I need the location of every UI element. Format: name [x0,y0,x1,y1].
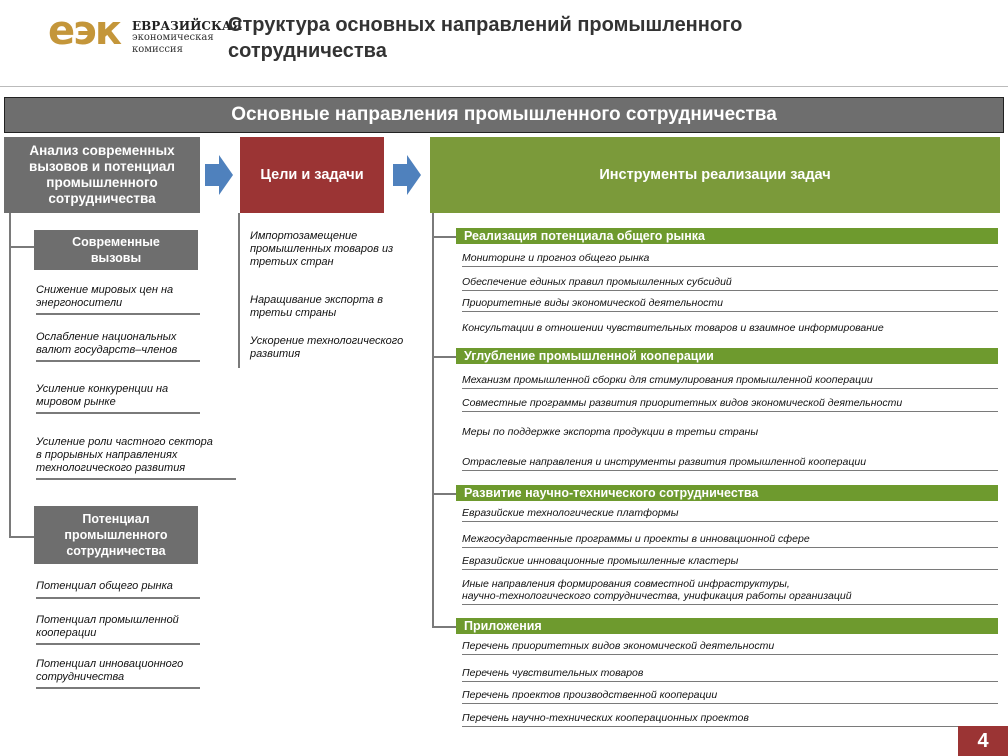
instrument-item: Евразийские технологические платформы [462,507,998,522]
instrument-group-title: Приложения [456,618,998,634]
goal-item [250,335,425,361]
instrument-item: Перечень научно-технических кооперационных проектов [462,712,998,727]
instrument-item: Перечень чувствительных товаров [462,667,998,682]
potential-item-line: сотрудничества [36,671,125,683]
potential-item-line: Потенциал общего рынка [36,580,173,592]
instrument-item: Совместные программы развития приоритетных видов экономической деятельности [462,397,998,412]
challenge-item-line: валют государств–членов [36,344,178,356]
goal-item-line: развития [250,348,301,360]
left-connector [9,213,11,538]
page-title-line-2: сотрудничества [228,40,387,62]
instrument-group-title: Углубление промышленной кооперации [456,348,998,364]
instrument-item: Приоритетные виды экономической деятельности [462,297,998,312]
potential-title [34,506,198,564]
potential-item [36,614,200,645]
goals-connector [238,213,240,368]
instrument-item-line: Иные направления формирования совместной инфраструктуры, [462,578,790,590]
goal-item [250,294,420,320]
potential-title-line-3: сотрудничества [66,544,166,558]
header-divider [0,86,1008,87]
challenge-item-line: Ослабление национальных [36,331,177,343]
instrument-item: Механизм промышленной сборки для стимулирования промышленной кооперации [462,374,998,389]
goal-item-line: третьих стран [250,256,334,268]
left-connector-branch [9,536,35,538]
goal-item-line: третьи страны [250,307,337,319]
header-goals: Цели и задачи [240,137,384,213]
header-analysis [4,137,200,213]
challenge-item-line: Снижение мировых цен на [36,284,174,296]
instrument-item: Мониторинг и прогноз общего рынка [462,252,998,267]
instrument-item: Перечень проектов производственной кооперации [462,689,998,704]
header-instruments: Инструменты реализации задач [430,137,1000,213]
instrument-group-title: Развитие научно-технического сотрудничества [456,485,998,501]
instrument-item [462,578,998,605]
challenge-item [36,284,200,315]
page-title-line-1: Структура основных направлений промышленного [228,14,743,36]
instrument-item: Перечень приоритетных видов экономической деятельности [462,640,998,655]
potential-item-line: Потенциал инновационного [36,658,184,670]
instrument-item: Обеспечение единых правил промышленных субсидий [462,276,998,291]
potential-title-line-2: промышленного [64,528,168,542]
page-title [228,12,928,64]
goal-item [250,230,420,269]
challenges-title [34,230,198,270]
goal-item-line: Наращивание экспорта в [250,294,383,306]
instruments-connector-branch [432,356,456,358]
arrow-right-icon [205,155,233,195]
instrument-item-line: научно-технологического сотрудничества, унификация работы организаций [462,590,852,602]
logo-mark: еэк [48,8,120,54]
instrument-item: Меры по поддержке экспорта продукции в третьи страны [462,426,759,438]
challenge-item [36,331,200,362]
instrument-item: Отраслевые направления и инструменты развития промышленной кооперации [462,456,998,471]
arrow-right-icon [393,155,421,195]
challenge-item-line: в прорывных направлениях [36,449,178,461]
page-number: 4 [958,726,1008,756]
challenge-item-line: энергоносители [36,297,123,309]
potential-item [36,580,200,599]
challenge-item-line: мировом рынке [36,396,116,408]
instruments-connector-branch [432,626,456,628]
instrument-item: Межгосударственные программы и проекты в инновационной сфере [462,533,998,548]
instrument-group-title: Реализация потенциала общего рынка [456,228,998,244]
header-analysis-line-4: сотрудничества [48,191,156,206]
challenge-item-line: Усиление роли частного сектора [36,436,213,448]
goal-item-line: промышленных товаров из [250,243,394,255]
instruments-connector-branch [432,493,456,495]
instrument-item: Консультации в отношении чувствительных товаров и взаимное информирование [462,322,884,334]
instrument-item: Евразийские инновационные промышленные кластеры [462,555,998,570]
goal-item-line: Ускорение технологического [250,335,404,347]
header-analysis-line-3: промышленного [46,175,158,190]
challenge-item-line: технологического развития [36,462,186,474]
challenges-title-line-2: вызовы [90,251,142,265]
potential-item-line: Потенциал промышленной [36,614,179,626]
logo-line-3: комиссия [132,44,183,55]
challenge-item [36,436,236,480]
challenge-item-line: Усиление конкуренции на [36,383,169,395]
left-connector-branch [9,246,35,248]
header-analysis-line-2: вызовов и потенциал [29,159,175,174]
logo-text [132,20,242,56]
instruments-connector [432,213,434,628]
goal-item-line: Импортозамещение [250,230,358,242]
potential-title-line-1: Потенциал [82,512,150,526]
challenge-item [36,383,200,414]
challenges-title-line-1: Современные [72,235,160,249]
main-banner: Основные направления промышленного сотрудничества [4,97,1004,133]
logo-line-2: экономическая [132,32,214,43]
potential-item [36,658,200,689]
logo-line-1: ЕВРАЗИЙСКАЯ [132,19,243,33]
potential-item-line: кооперации [36,627,97,639]
header-analysis-line-1: Анализ современных [29,143,175,158]
instruments-connector-branch [432,236,456,238]
